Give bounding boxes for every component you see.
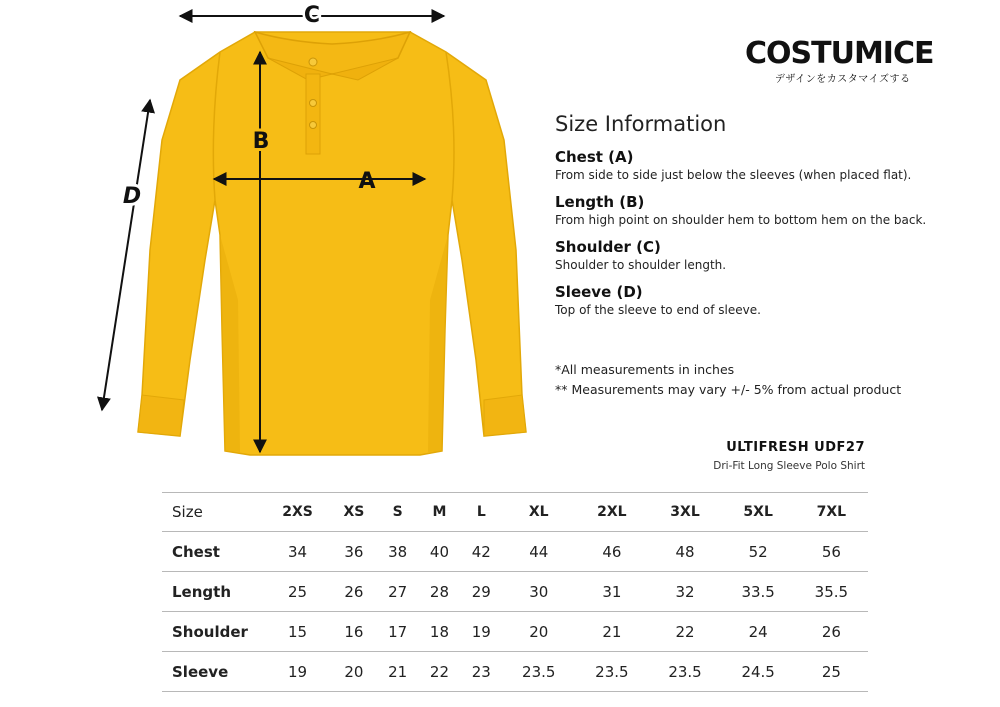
- table-cell: 22: [419, 652, 461, 692]
- definition-sleeve: [555, 283, 985, 318]
- sleeve-label: D: [122, 184, 142, 209]
- definition-length: [555, 193, 985, 228]
- definition-desc: From side to side just below the sleeves (when placed flat).: [555, 168, 912, 182]
- table-cell: 33.5: [722, 572, 795, 612]
- note-variance: ** Measurements may vary +/- 5% from actual product: [555, 382, 902, 397]
- size-header-cell: 2XS: [264, 493, 331, 532]
- size-header-cell: 2XL: [575, 493, 648, 532]
- table-row: [162, 532, 868, 572]
- table-cell: 52: [722, 532, 795, 572]
- table-cell: 29: [460, 572, 502, 612]
- row-label: Shoulder: [162, 612, 264, 652]
- table-row: [162, 572, 868, 612]
- size-table: [162, 492, 868, 692]
- definition-term: Chest (A): [555, 148, 634, 166]
- size-header-cell: 7XL: [795, 493, 868, 532]
- table-cell: 22: [648, 612, 721, 652]
- sleeve-arrow: [102, 100, 150, 410]
- table-cell: 28: [419, 572, 461, 612]
- definition-term: Length (B): [555, 193, 645, 211]
- table-cell: 24.5: [722, 652, 795, 692]
- size-header-cell: M: [419, 493, 461, 532]
- product-code: ULTIFRESH UDF27: [726, 440, 865, 455]
- shoulder-label: C: [303, 3, 321, 28]
- table-cell: 38: [377, 532, 419, 572]
- shirt-diagram: [80, 0, 540, 470]
- table-cell: 42: [460, 532, 502, 572]
- size-header-cell: S: [377, 493, 419, 532]
- table-cell: 20: [502, 612, 575, 652]
- definition-desc: Shoulder to shoulder length.: [555, 258, 727, 272]
- table-cell: 16: [331, 612, 377, 652]
- table-cell: 36: [331, 532, 377, 572]
- table-cell: 34: [264, 532, 331, 572]
- table-header-row: [162, 493, 868, 532]
- product-description: Dri-Fit Long Sleeve Polo Shirt: [713, 460, 865, 472]
- table-cell: 26: [795, 612, 868, 652]
- definition-term: Shoulder (C): [555, 238, 661, 256]
- definition-chest: [555, 148, 985, 183]
- definition-shoulder: [555, 238, 985, 273]
- table-cell: 27: [377, 572, 419, 612]
- table-cell: 56: [795, 532, 868, 572]
- table-cell: 23.5: [502, 652, 575, 692]
- table-cell: 25: [264, 572, 331, 612]
- definition-term: Sleeve (D): [555, 283, 643, 301]
- table-cell: 23.5: [648, 652, 721, 692]
- table-cell: 48: [648, 532, 721, 572]
- table-cell: 21: [377, 652, 419, 692]
- table-cell: 26: [331, 572, 377, 612]
- table-cell: 44: [502, 532, 575, 572]
- chest-label: A: [358, 169, 376, 194]
- table-cell: 40: [419, 532, 461, 572]
- brand-name: COSTUMICE: [745, 36, 934, 71]
- table-cell: 23.5: [575, 652, 648, 692]
- table-cell: 24: [722, 612, 795, 652]
- row-label: Sleeve: [162, 652, 264, 692]
- size-header-cell: L: [460, 493, 502, 532]
- table-cell: 15: [264, 612, 331, 652]
- size-header-cell: 3XL: [648, 493, 721, 532]
- table-cell: 32: [648, 572, 721, 612]
- brand-tagline: デザインをカスタマイズする: [775, 74, 911, 85]
- table-cell: 31: [575, 572, 648, 612]
- header-cell: Size: [162, 493, 264, 532]
- row-label: Chest: [162, 532, 264, 572]
- table-cell: 19: [460, 612, 502, 652]
- length-label: B: [252, 129, 270, 154]
- row-label: Length: [162, 572, 264, 612]
- measurement-notes: [555, 360, 901, 400]
- definition-desc: From high point on shoulder hem to bottom hem on the back.: [555, 213, 927, 227]
- size-header-cell: XL: [502, 493, 575, 532]
- table-cell: 19: [264, 652, 331, 692]
- size-header-cell: XS: [331, 493, 377, 532]
- polo-shirt-illustration: [80, 0, 540, 470]
- table-row: [162, 612, 868, 652]
- table-cell: 46: [575, 532, 648, 572]
- product-info: [713, 440, 865, 472]
- table-cell: 35.5: [795, 572, 868, 612]
- table-cell: 23: [460, 652, 502, 692]
- size-information: [555, 112, 985, 328]
- table-cell: 25: [795, 652, 868, 692]
- definition-desc: Top of the sleeve to end of sleeve.: [555, 303, 761, 317]
- table-row: [162, 652, 868, 692]
- shirt-body: [138, 32, 526, 455]
- size-header-cell: 5XL: [722, 493, 795, 532]
- table-cell: 17: [377, 612, 419, 652]
- note-units: *All measurements in inches: [555, 362, 735, 377]
- table-cell: 21: [575, 612, 648, 652]
- table-cell: 18: [419, 612, 461, 652]
- table-cell: 30: [502, 572, 575, 612]
- table-cell: 20: [331, 652, 377, 692]
- section-title: Size Information: [555, 112, 727, 136]
- brand-logo: [745, 36, 934, 85]
